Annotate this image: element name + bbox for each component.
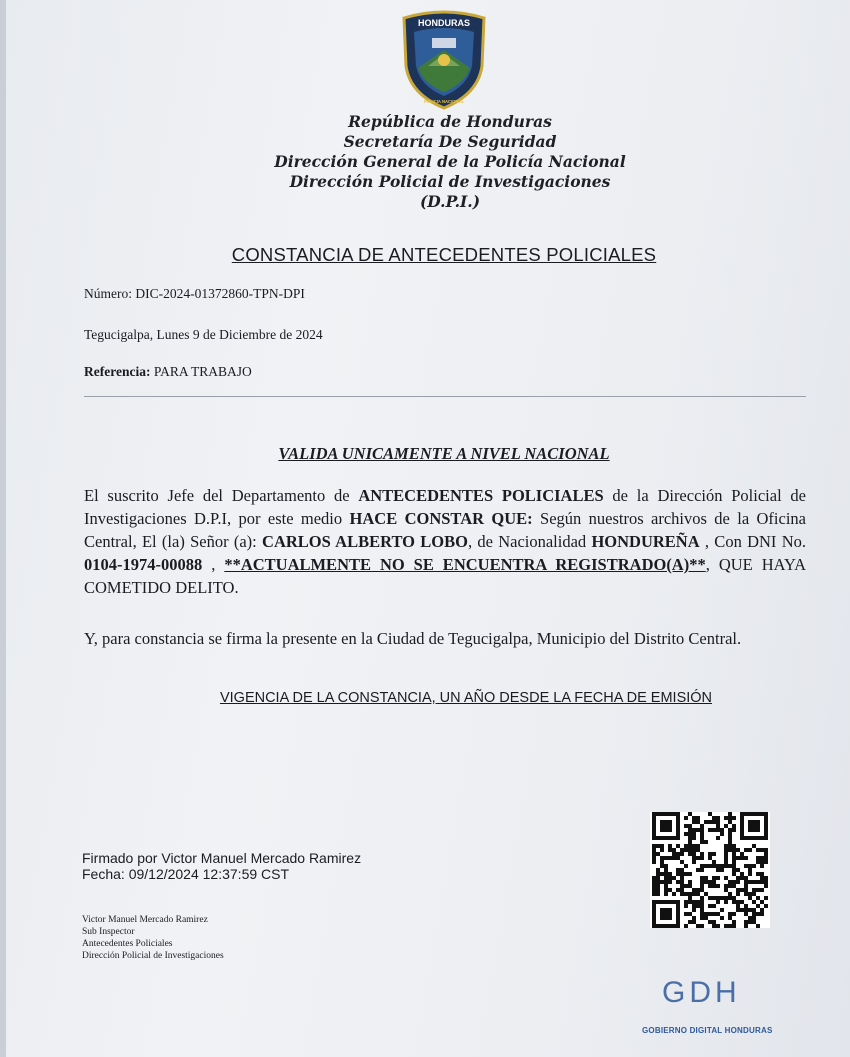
valida-notice: VALIDA UNICAMENTE A NIVEL NACIONAL: [278, 444, 610, 463]
badge-bottom-text: POLICIA NACIONAL: [423, 99, 465, 104]
body-text: , QUE HAYA COMETIDO DELITO.: [84, 555, 807, 597]
signer-rank: Sub Inspector: [82, 927, 135, 937]
header-line-secretaria: Secretaría De Seguridad: [343, 132, 557, 151]
header-line-dpi-acronym: (D.P.I.): [419, 192, 481, 211]
signer-details: [82, 914, 224, 962]
gdh-logo: GDH: [662, 976, 741, 1009]
signed-by: Firmado por Victor Manuel Mercado Ramirez: [82, 850, 362, 866]
page-edge-shadow: [0, 0, 6, 1057]
numero-value: DIC-2024-01372860-TPN-DPI: [135, 286, 305, 301]
police-badge-logo: [398, 10, 490, 110]
body-text: , Con DNI No.: [699, 532, 806, 551]
numero-line: [84, 286, 305, 302]
signed-date: Fecha: 09/12/2024 12:37:59 CST: [82, 866, 290, 882]
document-title: CONSTANCIA DE ANTECEDENTES POLICIALES: [231, 244, 657, 265]
person-name: CARLOS ALBERTO LOBO: [262, 532, 468, 551]
body-text: El suscrito Jefe del Departamento de: [84, 486, 359, 505]
divider: [84, 396, 806, 397]
signer-department: Antecedentes Policiales: [82, 939, 173, 949]
closing-paragraph: Y, para constancia se firma la presente en la Ciudad de Tegucigalpa, Municipio del Distrito Central.: [84, 629, 742, 648]
header-line-direccion-general: Dirección General de la Policía Nacional: [274, 152, 626, 171]
signer-name: Victor Manuel Mercado Ramirez: [82, 915, 208, 925]
institution-header: [250, 112, 650, 212]
numero-label: Número:: [84, 286, 132, 301]
nationality: HONDUREÑA: [591, 532, 700, 551]
body-text: de la Dirección Policial de Investigaciones D.P.I, por este medio: [84, 486, 807, 528]
referencia-label: Referencia:: [84, 364, 151, 379]
gdh-logo-subtitle: GOBIERNO DIGITAL HONDURAS: [642, 1026, 773, 1035]
vigencia-notice: VIGENCIA DE LA CONSTANCIA, UN AÑO DESDE LA FECHA DE EMISIÓN: [219, 690, 713, 706]
header-line-republica: República de Honduras: [348, 112, 552, 131]
fecha-lugar: Tegucigalpa, Lunes 9 de Diciembre de 2024: [84, 327, 323, 342]
record-status: **ACTUALMENTE NO SE ENCUENTRA REGISTRADO(A)**: [224, 555, 706, 574]
body-text: ,: [202, 555, 225, 574]
body-text: , de Nacionalidad: [467, 532, 592, 551]
body-text: Según nuestros archivos de la Oficina Central, El (la) Señor (a):: [84, 509, 806, 551]
department-name: ANTECEDENTES POLICIALES: [358, 486, 604, 505]
referencia-value: PARA TRABAJO: [153, 364, 252, 379]
verification-qr-code[interactable]: [650, 812, 770, 928]
hace-constar: HACE CONSTAR QUE:: [349, 509, 533, 528]
dni-number: 0104-1974-00088: [84, 555, 203, 574]
header-line-dpi: Dirección Policial de Investigaciones: [289, 172, 611, 191]
signer-division: Dirección Policial de Investigaciones: [82, 951, 224, 961]
badge-top-text: HONDURAS: [417, 18, 471, 28]
referencia-line: [84, 364, 252, 380]
constancia-paragraph: [84, 484, 806, 599]
digital-signature-block: [82, 850, 361, 882]
